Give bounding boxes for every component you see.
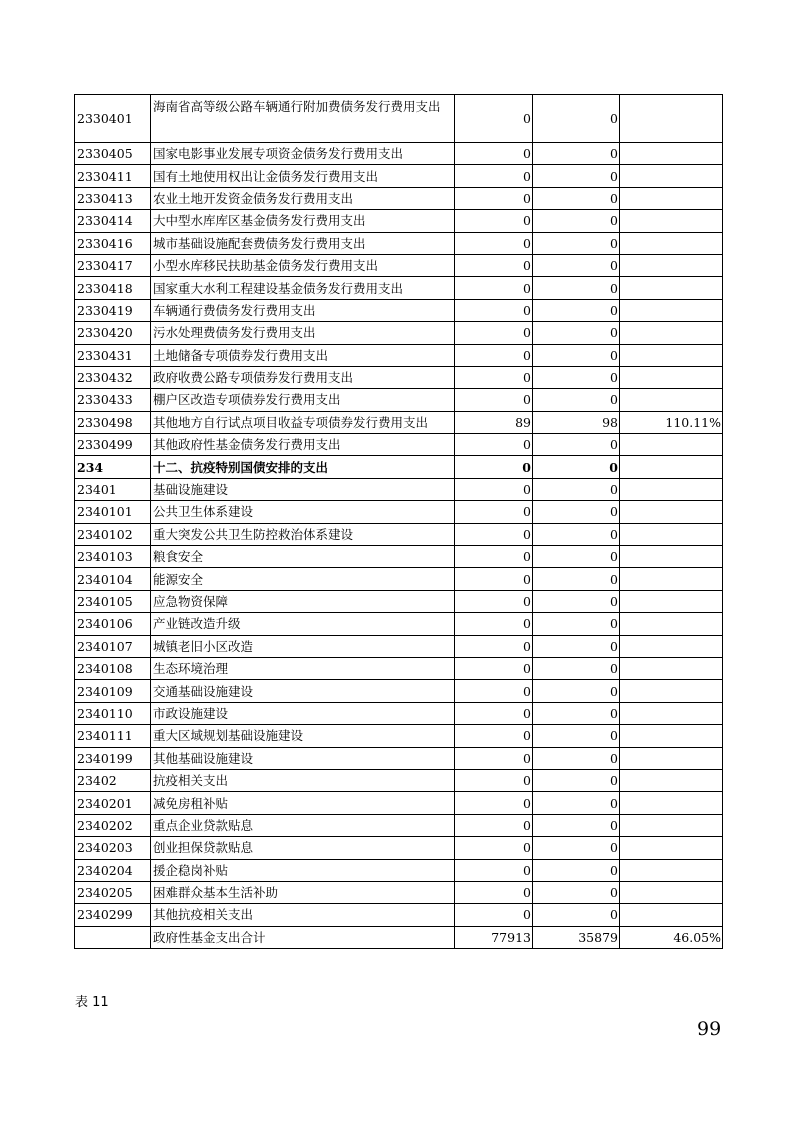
budget-cell: 0 [455, 792, 533, 814]
code-cell: 2330418 [75, 277, 151, 299]
actual-cell: 0 [533, 792, 620, 814]
code-cell: 2330432 [75, 366, 151, 388]
name-cell: 抗疫相关支出 [151, 769, 455, 791]
code-cell: 2340109 [75, 680, 151, 702]
actual-cell: 0 [533, 165, 620, 187]
budget-cell: 0 [455, 389, 533, 411]
actual-cell: 0 [533, 434, 620, 456]
code-cell: 2340104 [75, 568, 151, 590]
actual-cell: 0 [533, 366, 620, 388]
budget-cell: 0 [455, 478, 533, 500]
code-cell: 2330431 [75, 344, 151, 366]
name-cell: 减免房租补贴 [151, 792, 455, 814]
percent-cell [620, 165, 723, 187]
code-cell: 2330499 [75, 434, 151, 456]
actual-cell: 0 [533, 747, 620, 769]
code-cell: 2330416 [75, 232, 151, 254]
percent-cell [620, 613, 723, 635]
budget-cell: 0 [455, 904, 533, 926]
percent-cell [620, 702, 723, 724]
code-cell: 2330413 [75, 187, 151, 209]
table-row [75, 501, 723, 523]
code-cell: 2340106 [75, 613, 151, 635]
name-cell: 农业土地开发资金债务发行费用支出 [151, 187, 455, 209]
budget-cell: 77913 [455, 926, 533, 948]
name-cell: 其他地方自行试点项目收益专项债券发行费用支出 [151, 411, 455, 433]
actual-cell: 0 [533, 680, 620, 702]
table-row [75, 143, 723, 165]
code-cell: 2340101 [75, 501, 151, 523]
code-cell: 2340107 [75, 635, 151, 657]
actual-cell: 0 [533, 95, 620, 143]
percent-cell [620, 389, 723, 411]
table-row [75, 747, 723, 769]
budget-cell: 0 [455, 859, 533, 881]
name-cell: 其他政府性基金债务发行费用支出 [151, 434, 455, 456]
percent-cell [620, 232, 723, 254]
name-cell: 生态环境治理 [151, 657, 455, 679]
percent-cell [620, 434, 723, 456]
name-cell: 其他基础设施建设 [151, 747, 455, 769]
code-cell: 234 [75, 456, 151, 478]
table-row [75, 187, 723, 209]
name-cell: 重点企业贷款贴息 [151, 814, 455, 836]
name-cell: 能源安全 [151, 568, 455, 590]
table-row [75, 546, 723, 568]
table-row [75, 657, 723, 679]
actual-cell: 0 [533, 501, 620, 523]
table-row [75, 478, 723, 500]
percent-cell [620, 210, 723, 232]
table-row [75, 210, 723, 232]
budget-cell: 0 [455, 143, 533, 165]
table-row [75, 456, 723, 478]
code-cell: 2340103 [75, 546, 151, 568]
percent-cell [620, 792, 723, 814]
budget-cell: 0 [455, 814, 533, 836]
name-cell: 重大突发公共卫生防控救治体系建设 [151, 523, 455, 545]
table-row [75, 434, 723, 456]
name-cell: 车辆通行费债务发行费用支出 [151, 299, 455, 321]
percent-cell [620, 837, 723, 859]
name-cell: 产业链改造升级 [151, 613, 455, 635]
table-row [75, 859, 723, 881]
table-row [75, 635, 723, 657]
percent-cell [620, 187, 723, 209]
percent-cell: 110.11% [620, 411, 723, 433]
code-cell: 2340204 [75, 859, 151, 881]
percent-cell [620, 568, 723, 590]
actual-cell: 0 [533, 322, 620, 344]
name-cell: 援企稳岗补贴 [151, 859, 455, 881]
expenditure-table [74, 94, 723, 949]
name-cell: 海南省高等级公路车辆通行附加费债务发行费用支出 [151, 95, 455, 143]
table-row [75, 568, 723, 590]
code-cell: 2330417 [75, 254, 151, 276]
actual-cell: 0 [533, 254, 620, 276]
percent-cell [620, 478, 723, 500]
percent-cell [620, 590, 723, 612]
table-row [75, 702, 723, 724]
budget-cell: 0 [455, 434, 533, 456]
actual-cell: 0 [533, 523, 620, 545]
budget-cell: 0 [455, 680, 533, 702]
code-cell: 23401 [75, 478, 151, 500]
percent-cell [620, 546, 723, 568]
code-cell: 2340111 [75, 725, 151, 747]
budget-cell: 0 [455, 232, 533, 254]
code-cell: 2330433 [75, 389, 151, 411]
table-body [75, 95, 723, 949]
code-cell: 2330414 [75, 210, 151, 232]
percent-cell [620, 859, 723, 881]
actual-cell: 0 [533, 344, 620, 366]
table-number-label: 表 11 [75, 995, 109, 1010]
budget-cell: 0 [455, 568, 533, 590]
name-cell: 十二、抗疫特别国债安排的支出 [151, 456, 455, 478]
table-row [75, 322, 723, 344]
budget-cell: 0 [455, 657, 533, 679]
code-cell: 2330401 [75, 95, 151, 143]
budget-cell: 0 [455, 165, 533, 187]
name-cell: 小型水库移民扶助基金债务发行费用支出 [151, 254, 455, 276]
actual-cell: 0 [533, 657, 620, 679]
table-row [75, 299, 723, 321]
table-row [75, 837, 723, 859]
code-cell: 2330420 [75, 322, 151, 344]
budget-cell: 0 [455, 837, 533, 859]
percent-cell [620, 680, 723, 702]
percent-cell [620, 904, 723, 926]
actual-cell: 0 [533, 277, 620, 299]
table-row [75, 344, 723, 366]
percent-cell [620, 725, 723, 747]
percent-cell [620, 344, 723, 366]
percent-cell [620, 814, 723, 836]
percent-cell [620, 277, 723, 299]
name-cell: 应急物资保障 [151, 590, 455, 612]
actual-cell: 0 [533, 299, 620, 321]
table-row [75, 881, 723, 903]
percent-cell [620, 523, 723, 545]
name-cell: 土地储备专项债券发行费用支出 [151, 344, 455, 366]
table-row [75, 389, 723, 411]
actual-cell: 0 [533, 859, 620, 881]
code-cell [75, 926, 151, 948]
budget-cell: 0 [455, 366, 533, 388]
percent-cell [620, 769, 723, 791]
budget-cell: 89 [455, 411, 533, 433]
budget-cell: 0 [455, 590, 533, 612]
name-cell: 困难群众基本生活补助 [151, 881, 455, 903]
name-cell: 污水处理费债务发行费用支出 [151, 322, 455, 344]
actual-cell: 0 [533, 613, 620, 635]
code-cell: 2340199 [75, 747, 151, 769]
percent-cell [620, 501, 723, 523]
percent-cell [620, 143, 723, 165]
budget-cell: 0 [455, 702, 533, 724]
name-cell: 重大区域规划基础设施建设 [151, 725, 455, 747]
table-row [75, 523, 723, 545]
table-row [75, 232, 723, 254]
percent-cell [620, 881, 723, 903]
table-row [75, 366, 723, 388]
budget-cell: 0 [455, 635, 533, 657]
code-cell: 2340202 [75, 814, 151, 836]
budget-cell: 0 [455, 546, 533, 568]
name-cell: 政府收费公路专项债券发行费用支出 [151, 366, 455, 388]
percent-cell [620, 254, 723, 276]
budget-cell: 0 [455, 187, 533, 209]
actual-cell: 0 [533, 456, 620, 478]
table-row [75, 769, 723, 791]
table-row [75, 95, 723, 143]
percent-cell: 46.05% [620, 926, 723, 948]
table-row [75, 792, 723, 814]
code-cell: 2340203 [75, 837, 151, 859]
percent-cell [620, 657, 723, 679]
code-cell: 2330419 [75, 299, 151, 321]
actual-cell: 0 [533, 546, 620, 568]
actual-cell: 0 [533, 881, 620, 903]
percent-cell [620, 366, 723, 388]
table-row [75, 277, 723, 299]
budget-cell: 0 [455, 613, 533, 635]
actual-cell: 0 [533, 187, 620, 209]
budget-cell: 0 [455, 299, 533, 321]
actual-cell: 0 [533, 232, 620, 254]
budget-cell: 0 [455, 210, 533, 232]
page-number: 99 [697, 1018, 722, 1040]
name-cell: 国家电影事业发展专项资金债务发行费用支出 [151, 143, 455, 165]
name-cell: 粮食安全 [151, 546, 455, 568]
table-row [75, 411, 723, 433]
code-cell: 2340205 [75, 881, 151, 903]
percent-cell [620, 747, 723, 769]
table-row [75, 926, 723, 948]
actual-cell: 0 [533, 814, 620, 836]
actual-cell: 0 [533, 143, 620, 165]
table-row [75, 165, 723, 187]
budget-cell: 0 [455, 501, 533, 523]
name-cell: 城市基础设施配套费债务发行费用支出 [151, 232, 455, 254]
name-cell: 棚户区改造专项债券发行费用支出 [151, 389, 455, 411]
code-cell: 2340108 [75, 657, 151, 679]
table-row [75, 590, 723, 612]
name-cell: 交通基础设施建设 [151, 680, 455, 702]
name-cell: 城镇老旧小区改造 [151, 635, 455, 657]
name-cell: 国家重大水利工程建设基金债务发行费用支出 [151, 277, 455, 299]
budget-cell: 0 [455, 322, 533, 344]
name-cell: 基础设施建设 [151, 478, 455, 500]
code-cell: 23402 [75, 769, 151, 791]
code-cell: 2330405 [75, 143, 151, 165]
table-row [75, 680, 723, 702]
percent-cell [620, 299, 723, 321]
table-row [75, 613, 723, 635]
actual-cell: 0 [533, 478, 620, 500]
name-cell: 公共卫生体系建设 [151, 501, 455, 523]
code-cell: 2340201 [75, 792, 151, 814]
budget-cell: 0 [455, 254, 533, 276]
budget-cell: 0 [455, 747, 533, 769]
actual-cell: 0 [533, 837, 620, 859]
code-cell: 2330411 [75, 165, 151, 187]
percent-cell [620, 456, 723, 478]
actual-cell: 0 [533, 769, 620, 791]
budget-cell: 0 [455, 523, 533, 545]
actual-cell: 35879 [533, 926, 620, 948]
budget-cell: 0 [455, 881, 533, 903]
name-cell: 其他抗疫相关支出 [151, 904, 455, 926]
actual-cell: 0 [533, 210, 620, 232]
actual-cell: 0 [533, 725, 620, 747]
budget-cell: 0 [455, 95, 533, 143]
percent-cell [620, 95, 723, 143]
name-cell: 国有土地使用权出让金债务发行费用支出 [151, 165, 455, 187]
code-cell: 2340110 [75, 702, 151, 724]
code-cell: 2340299 [75, 904, 151, 926]
name-cell: 市政设施建设 [151, 702, 455, 724]
name-cell: 创业担保贷款贴息 [151, 837, 455, 859]
code-cell: 2330498 [75, 411, 151, 433]
table-row [75, 814, 723, 836]
actual-cell: 0 [533, 568, 620, 590]
table-row [75, 904, 723, 926]
actual-cell: 0 [533, 904, 620, 926]
percent-cell [620, 322, 723, 344]
table-row [75, 725, 723, 747]
budget-cell: 0 [455, 277, 533, 299]
actual-cell: 98 [533, 411, 620, 433]
actual-cell: 0 [533, 389, 620, 411]
code-cell: 2340102 [75, 523, 151, 545]
budget-cell: 0 [455, 456, 533, 478]
budget-cell: 0 [455, 344, 533, 366]
budget-cell: 0 [455, 725, 533, 747]
table-row [75, 254, 723, 276]
actual-cell: 0 [533, 590, 620, 612]
budget-cell: 0 [455, 769, 533, 791]
actual-cell: 0 [533, 635, 620, 657]
name-cell: 政府性基金支出合计 [151, 926, 455, 948]
actual-cell: 0 [533, 702, 620, 724]
percent-cell [620, 635, 723, 657]
name-cell: 大中型水库库区基金债务发行费用支出 [151, 210, 455, 232]
code-cell: 2340105 [75, 590, 151, 612]
